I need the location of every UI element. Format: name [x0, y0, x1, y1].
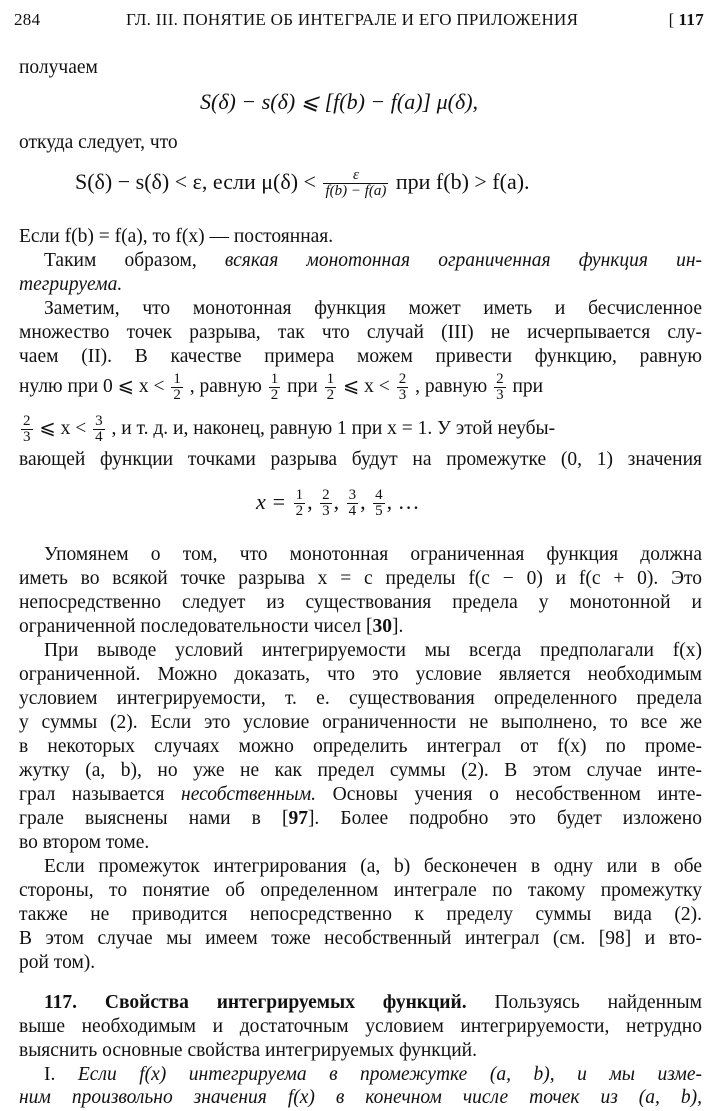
text-line [19, 782, 702, 808]
text-line-fractions [19, 414, 702, 445]
text-line: откуда следует, что [19, 132, 178, 153]
fraction-denominator: 4 [348, 503, 357, 520]
property-statement: Если f(x) интегрируема в промежутке (a, b), и мы изме- [77, 1064, 702, 1085]
text-line: При выводе условий интегрируемости мы всегда предполагали f(x) [44, 640, 702, 661]
fraction-numerator: 1 [173, 371, 181, 387]
text-line: выяснить основные свойства интегрируемых функций. [19, 1040, 477, 1061]
fraction-denominator: 3 [322, 503, 330, 520]
fraction-denominator: 5 [375, 503, 383, 520]
text-span: ]. [392, 616, 404, 637]
fraction-denominator: 2 [270, 387, 279, 403]
theorem-emphasis: всякая монотонная ограниченная функция ин- [224, 250, 703, 271]
text-span: ⩽ x < [342, 375, 390, 397]
term-emphasis: несобственным. [181, 784, 317, 805]
fraction-denominator: f(b) − f(a) [325, 183, 387, 200]
fraction-3-4 [347, 488, 359, 519]
text-span: Основы учения о несобственном инте- [332, 784, 702, 805]
text-span: Пользуясь найденным [494, 992, 702, 1013]
text-line: рой том). [19, 952, 96, 973]
running-header [14, 10, 704, 34]
fraction-numerator: 2 [496, 371, 504, 387]
section-heading: 117. Свойства интегрируемых функций. [44, 992, 467, 1013]
text-line: Если промежуток интегрирования (a, b) бесконечен в одну или в обе [44, 856, 702, 877]
fraction-numerator: 3 [95, 413, 103, 429]
equation-1: S(δ) − s(δ) ⩽ [f(b) − f(a)] μ(δ), [200, 89, 479, 114]
eq3-lhs: x = [256, 489, 287, 514]
text-line: В этом случае мы имеем тоже несобственный интеграл (см. [98] и вто- [19, 928, 702, 949]
fraction-4-5 [373, 488, 385, 519]
text-line: жутку (a, b), но уже не как предел суммы (2). В этом случае инте- [19, 760, 702, 781]
text-line: чаем (II). В качестве примера можем привести функцию, равную [19, 346, 702, 367]
eq3-tail: , … [386, 489, 420, 514]
fraction-2-3 [21, 414, 33, 445]
fraction-numerator: ε [352, 167, 359, 184]
text-span: ⩽ x < [39, 417, 87, 439]
text-line: ним произвольно значения f(x) в конечном числе точек из (a, b), [19, 1087, 702, 1108]
chapter-title: ГЛ. III. ПОНЯТИЕ ОБ ИНТЕГРАЛЕ И ЕГО ПРИЛОЖЕНИЯ [126, 10, 579, 29]
text-line: иметь во всякой точке разрыва x = c пределы f(c − 0) и f(c + 0). Это [19, 568, 702, 589]
property-number: I. [44, 1064, 56, 1085]
fraction-numerator: 2 [398, 371, 407, 387]
text-line: также не приводится непосредственно к пределу суммы вида (2). [19, 904, 702, 925]
text-line: непосредственно следует из существования предела у монотонной и [19, 592, 702, 613]
page-number: 284 [14, 10, 41, 29]
fraction-1-2 [269, 372, 281, 403]
eq2-fraction [323, 168, 388, 199]
equation-2 [75, 168, 530, 199]
text-span: нулю при 0 ⩽ x < [19, 375, 165, 397]
text-span: Таким образом, [44, 250, 197, 271]
text-line: стороны, то понятие об определенном интеграле по такому промежутку [19, 880, 702, 901]
fraction-denominator: 3 [398, 387, 407, 403]
fraction-numerator: 2 [23, 413, 31, 429]
text-span: ограниченной последовательности чисел [ [19, 616, 373, 637]
text-span: при [512, 375, 544, 397]
fraction-2-3 [320, 488, 332, 519]
fraction-1-2 [171, 372, 183, 403]
fraction-denominator: 2 [326, 387, 335, 403]
text-span: при [287, 375, 318, 397]
fraction-denominator: 4 [95, 429, 103, 445]
text-line: в некоторых случаях можно определить интеграл от f(x) по проме- [19, 736, 702, 757]
fraction-denominator: 3 [496, 387, 504, 403]
text-line: Если f(b) = f(a), то f(x) — постоянная. [19, 226, 334, 247]
fraction-numerator: 3 [348, 487, 357, 504]
text-line-fractions [19, 372, 702, 403]
fraction-3-4 [93, 414, 105, 445]
eq2-left: S(δ) − s(δ) < ε, если μ(δ) < [75, 169, 316, 194]
fraction-1-2 [294, 488, 306, 519]
fraction-denominator: 2 [173, 387, 181, 403]
cross-reference: 30 [372, 616, 392, 637]
text-span: грал называется [19, 784, 165, 805]
text-span: , и т. д. и, наконец, равную 1 при x = 1. У этой неубы- [111, 417, 556, 439]
text-line [44, 248, 702, 274]
text-span: , равную [415, 375, 488, 397]
fraction-numerator: 2 [322, 487, 330, 504]
fraction-denominator: 3 [23, 429, 31, 445]
fraction-2-3 [397, 372, 409, 403]
text-span: , равную [189, 375, 262, 397]
fraction-denominator: 2 [295, 503, 304, 520]
text-line: Упомянем о том, что монотонная ограниченная функция должна [44, 544, 702, 565]
equation-3: x = $\frac{1}{2}$ , $\frac{2}{3}$ , $\frac{3}{4}$ , $\frac{4}{5}$ , … [256, 487, 420, 520]
text-line [19, 614, 702, 640]
fraction-2-3 [494, 372, 506, 403]
text-span: ]. Более подробно это будет изложено [307, 808, 702, 829]
section-number: [ 117 [669, 10, 704, 30]
text-line: вающей функции точками разрыва будут на промежутке (0, 1) значения [19, 449, 702, 470]
text-line [19, 272, 702, 298]
text-line: получаем [19, 57, 98, 78]
fraction-1-2 [325, 372, 337, 403]
text-line: Заметим, что монотонная функция может иметь и бесчисленное [44, 298, 702, 319]
fraction-numerator: 1 [270, 371, 279, 387]
theorem-emphasis: тегрируема. [19, 274, 123, 295]
text-line: у суммы (2). Если это условие ограниченности не выполнено, то все же [19, 712, 702, 733]
text-line: ограниченной. Можно доказать, что это условие является необходимым [19, 664, 702, 685]
cross-reference: 97 [288, 808, 308, 829]
text-line [19, 806, 702, 832]
fraction-numerator: 1 [295, 487, 304, 504]
section-heading-line [44, 990, 702, 1016]
eq2-right: при f(b) > f(a). [395, 169, 530, 194]
text-line: выше необходимым и достаточным условием интегрируемости, нетрудно [19, 1016, 702, 1037]
fraction-numerator: 1 [326, 371, 335, 387]
text-line: множество точек разрыва, так что случай (III) не исчерпывается слу- [19, 322, 702, 343]
text-line: условием интегрируемости, т. е. существования определенного предела [19, 688, 702, 709]
text-line: во втором томе. [19, 832, 150, 853]
text-span: грале выяснены нами в [ [19, 808, 289, 829]
fraction-numerator: 4 [375, 487, 383, 504]
